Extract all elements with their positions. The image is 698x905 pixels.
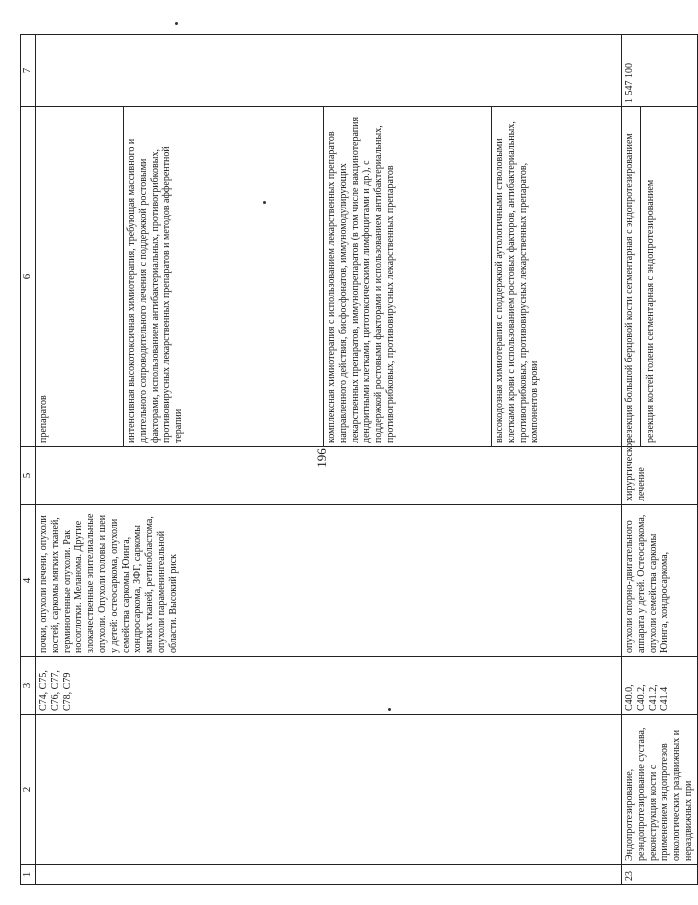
scan-speck [175,22,178,25]
medical-care-table [20,34,698,885]
column-3-header: 3 [21,657,36,715]
column-1-header: 1 [21,865,36,885]
rotated-page [20,35,694,885]
column-2-header: 2 [21,715,36,865]
scan-speck [388,708,391,711]
row-23-cost: 1 547 100 [622,35,698,107]
row-23-codes: C40.0, C40.2, C41.2, C41.4 [622,657,698,715]
column-6-header: 6 [21,107,36,447]
column-5-header: 5 [21,447,36,505]
table-row-23 [622,35,698,885]
page-number: 196 [313,448,329,468]
scan-speck [263,201,266,204]
row-23-name: Эндопротезирование, реэндопротезирование сустава, реконструкция кости с применением эндопротезов онкологических раздвижных и нераздвижных при [622,715,698,865]
method-cell-1: препаратов [36,107,124,447]
row-23-method-2: резекция костей голени сегментарная с эндопротезированием [640,107,657,446]
row-23-number: 23 [622,865,698,885]
name-cell [36,715,622,865]
codes-cell: C74, C75, C76, C77, C78, C79 [36,657,622,715]
row-23-treatment: хирургическое лечение [622,447,698,505]
column-4-header: 4 [21,505,36,657]
treatment-cell [36,447,622,505]
row-23-method-1: резекция большой берцовой кости сегментарная с эндопротезированием [624,133,635,443]
method-cell-2: интенсивная высокотоксичная химиотерапия, требующая массивного и длительного сопроводительного лечения с поддержкой ростовыми факторами, использованием антибактериальных, противогрибковых, противовирусных лекарственных препаратов и методов афферентной терапии [124,107,324,447]
method-cell-3: комплексная химиотерапия с использованием лекарственных препаратов направленного действия, бисфосфонатов, иммуномодулирующих лекарственных препаратов, иммунопрепаратов (в том числе вакцинотерапия дендритными клетками, цитотоксическими лимфоцитами и др.), с поддержкой ростовыми факторами и использованием антибактериальных, противогрибковых, противовирусных лекарственных препаратов [324,107,492,447]
column-number-row [21,35,36,885]
table-row-continuation-a [36,35,124,885]
number-cell [36,865,622,885]
method-cell-4: высокодозная химиотерапия с поддержкой аутологичными стволовыми клетками крови с использованием ростовых факторов, антибактериальных, противогрибковых, противовирусных лекарственных препаратов, компонентов крови [492,107,622,447]
diagnosis-cell: почки, опухоли печени, опухоли костей, саркомы мягких тканей, герминогенные опухоли. Рак носоглотки. Меланома. Другие злокачественные эпителиальные опухоли. Опухоли головы и шеи у детей: остеосаркома, опухоли семейства саркомы Юинга, хондросаркома, ЗФГ, саркомы мягких тканей, ретинобластома, опухоли параменингеальной области. Высокий риск [36,505,622,657]
row-23-diagnosis: опухоли опорно-двигательного аппарата у детей. Остеосаркома, опухоли семейства саркомы Юинга, хондросаркома, [622,505,698,657]
row-23-methods [622,107,698,447]
column-7-header: 7 [21,35,36,107]
cost-cell [36,35,622,107]
